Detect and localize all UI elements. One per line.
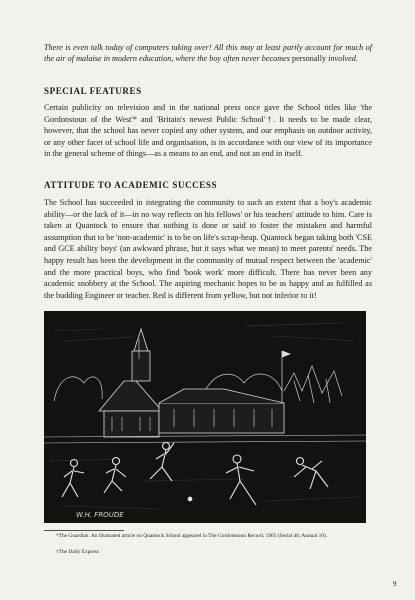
attitude-section [44,197,372,301]
special-features-body: Certain publicity on television and in the national press once gave the School titles like 'the Gordonstoun of the West'* and 'Britain's newest Public School'†. It needs to be made clear, however, that the school has never copied any other system, and our emphasis on outdoor activity, or any other facet of school life and organisation, is in accordance with our view of its importance in the general scheme of things—as a means to an end, and not an end in itself. [44,103,372,159]
special-features-section [44,102,372,160]
page-number: 9 [393,580,397,588]
intro-tail-text: personally [292,54,327,64]
attitude-body: The School has succeeded in integrating the community to such an extent that a boy's academic ability—or the lack of it—in no way reflects on his fellows' or his teachers' attitude to him. Care is taken at Quantock to ensure that nothing is done or said to foster the mistaken and harmful assumption that to be 'non-academic' is to be on life's scrap-heap. Quantock began taking both 'CSE and GCE ability boys' (an awkward phrase, but it says what we mean) to meet parents' needs. The happy result has been the development in the community of mutual respect between the 'academic' and the more practical boys, who find 'book work' more difficult. There has never been any academic snobbery at the School. The aspiring mechanic hopes to be as happy and as fulfilled as the budding Engineer or teacher. Red is different from yellow, but not inferior to it! [44,198,372,300]
school-sketch-illustration [44,311,366,523]
footnote-rule [44,530,124,531]
intro-italic-text: There is even talk today of computers taking over! All this may at least partly account for much of the air of malaise in modern education, where the boy often never becomes [44,43,372,64]
special-features-heading: SPECIAL FEATURES [44,86,142,96]
intro-paragraph [44,42,372,65]
sketch-drawing [44,311,366,523]
attitude-heading: ATTITUDE TO ACADEMIC SUCCESS [44,180,218,190]
footnote-daily-express: †The Daily Express [56,549,99,555]
artist-signature: W.H. FROUDE [76,511,124,519]
intro-tail-italic: involved. [328,54,358,64]
footnote-guardian: *The Guardian. An illustrated article on Quantock School appeared in The Gordonstoun Record, 1965 (Serial 46; Annual 10). [56,533,328,539]
